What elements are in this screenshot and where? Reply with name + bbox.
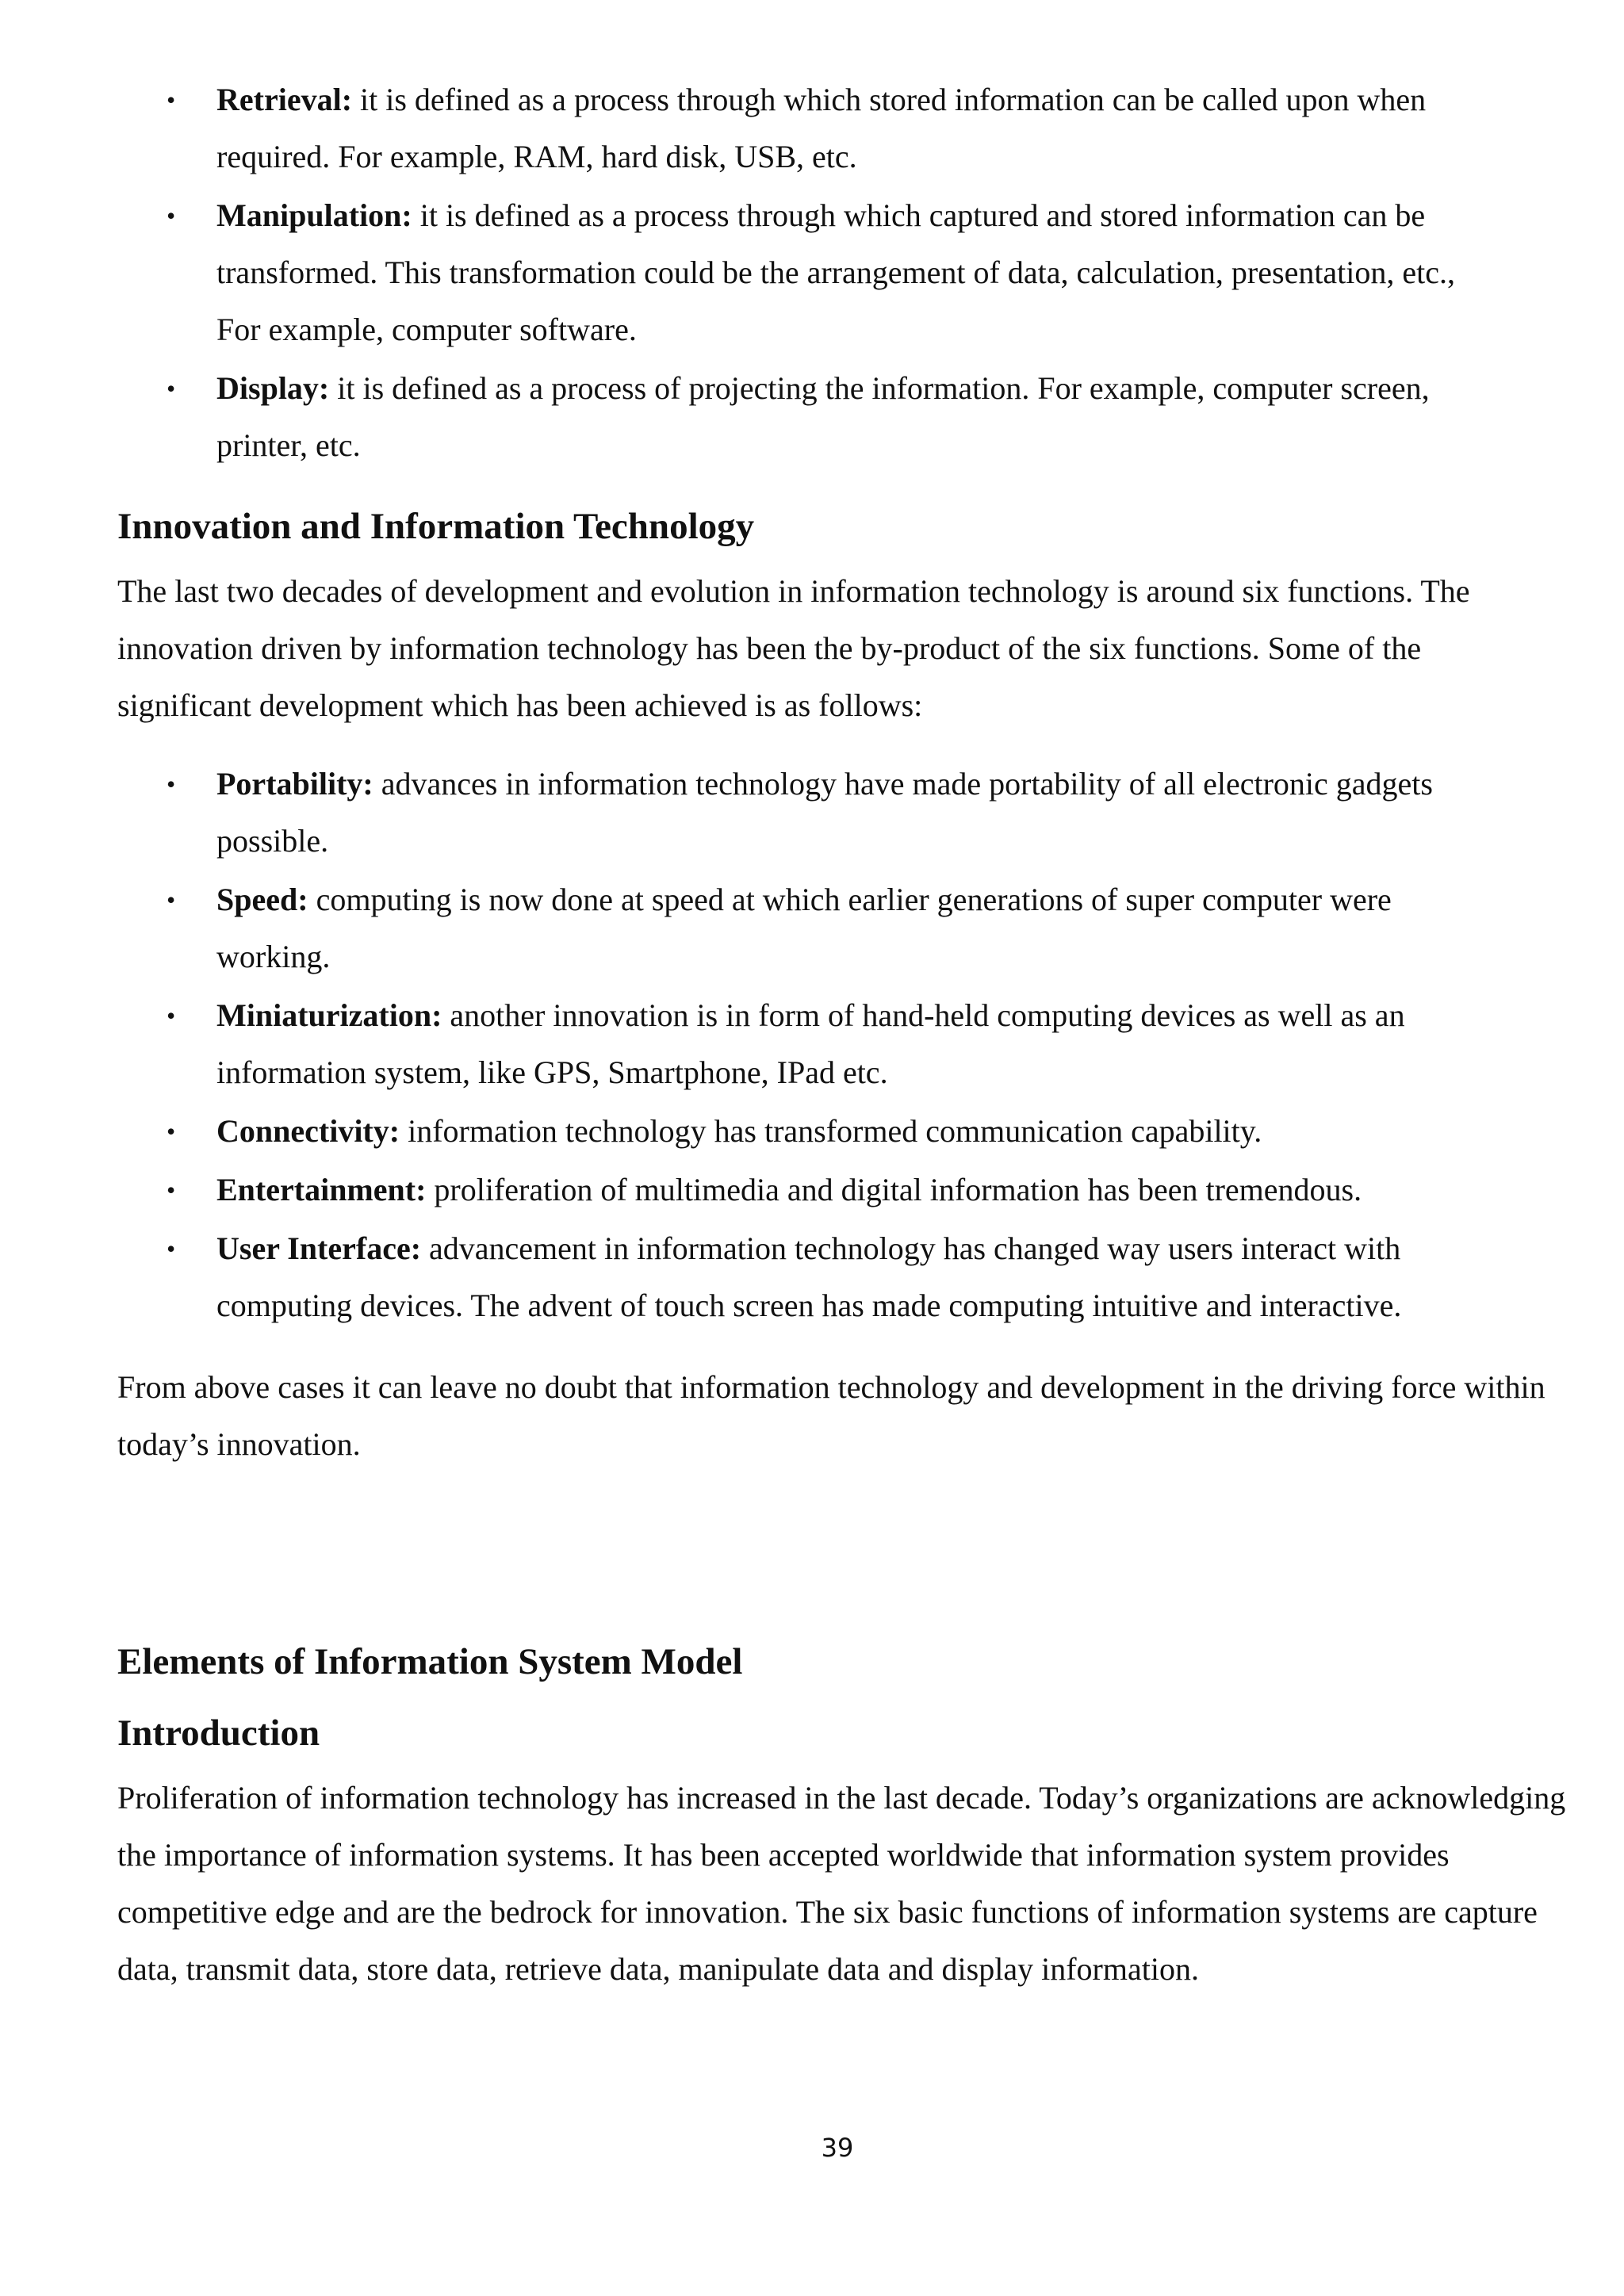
list-term: Manipulation: — [216, 197, 412, 233]
list-term: Portability: — [216, 766, 373, 802]
list-text: advances in information technology have made portability of all electronic gadgets possible. — [216, 766, 1433, 859]
list-term: Display: — [216, 370, 330, 406]
section-paragraph: Proliferation of information technology has increased in the last decade. Today’s organizations are acknowledging the importance of information systems. It has been accepted worldwide that information system provides competitive edge and are the bedrock for innovation. The six basic functions of information systems are capture data, transmit data, store data, retrieve data, manipulate data and display information. — [117, 1780, 1566, 1987]
list-term: Speed: — [216, 882, 308, 917]
section-heading: Elements of Information System Model — [117, 1641, 743, 1682]
list-term: User Interface: — [216, 1230, 422, 1266]
list-item — [117, 871, 1561, 985]
list-term: Retrieval: — [216, 82, 353, 117]
list-item — [117, 187, 1561, 358]
list-term: Entertainment: — [216, 1172, 427, 1207]
list-item — [117, 756, 1561, 870]
list-text: another innovation is in form of hand-held computing devices as well as an information system, like GPS, Smartphone, IPad etc. — [216, 997, 1405, 1090]
list-text: computing is now done at speed at which earlier generations of super computer were working. — [216, 882, 1392, 974]
functions-list — [117, 71, 1561, 476]
bullet-icon: • — [167, 770, 176, 798]
sub-heading: Introduction — [117, 1712, 320, 1754]
list-item — [117, 1103, 1561, 1160]
section-paragraph: The last two decades of development and evolution in information technology is around six functions. The innovation driven by information technology has been the by-product of the six functions. Some of the significant development which has been achieved is as follows: — [117, 573, 1470, 723]
list-text: it is defined as a process through which captured and stored information can be transformed. This transformation could be the arrangement of data, calculation, presentation, etc., For example, computer software. — [216, 197, 1456, 347]
list-term: Miniaturization: — [216, 997, 442, 1033]
bullet-icon: • — [167, 886, 176, 914]
list-text: it is defined as a process of projecting the information. For example, computer screen, printer, etc. — [216, 370, 1430, 463]
bullet-icon: • — [167, 86, 176, 114]
list-text: advancement in information technology has changed way users interact with computing devices. The advent of touch screen has made computing intuitive and interactive. — [216, 1230, 1402, 1323]
section-heading: Innovation and Information Technology — [117, 506, 755, 547]
list-text: proliferation of multimedia and digital information has been tremendous. — [426, 1172, 1362, 1207]
bullet-icon: • — [167, 374, 176, 403]
list-item — [117, 987, 1561, 1101]
list-term: Connectivity: — [216, 1113, 400, 1149]
innovation-list — [117, 756, 1561, 1336]
bullet-icon: • — [167, 1176, 176, 1204]
page-number: 39 — [821, 2133, 854, 2163]
list-item — [117, 1220, 1561, 1334]
closing-paragraph: From above cases it can leave no doubt that information technology and development in the driving force within today’s innovation. — [117, 1369, 1545, 1462]
list-text: information technology has transformed communication capability. — [400, 1113, 1262, 1149]
list-item — [117, 360, 1561, 474]
bullet-icon: • — [167, 1117, 176, 1146]
bullet-icon: • — [167, 1001, 176, 1030]
list-text: it is defined as a process through which stored information can be called upon when required. For example, RAM, hard disk, USB, etc. — [216, 82, 1427, 174]
list-item — [117, 1161, 1561, 1219]
bullet-icon: • — [167, 1234, 176, 1263]
list-item — [117, 71, 1561, 186]
bullet-icon: • — [167, 201, 176, 230]
